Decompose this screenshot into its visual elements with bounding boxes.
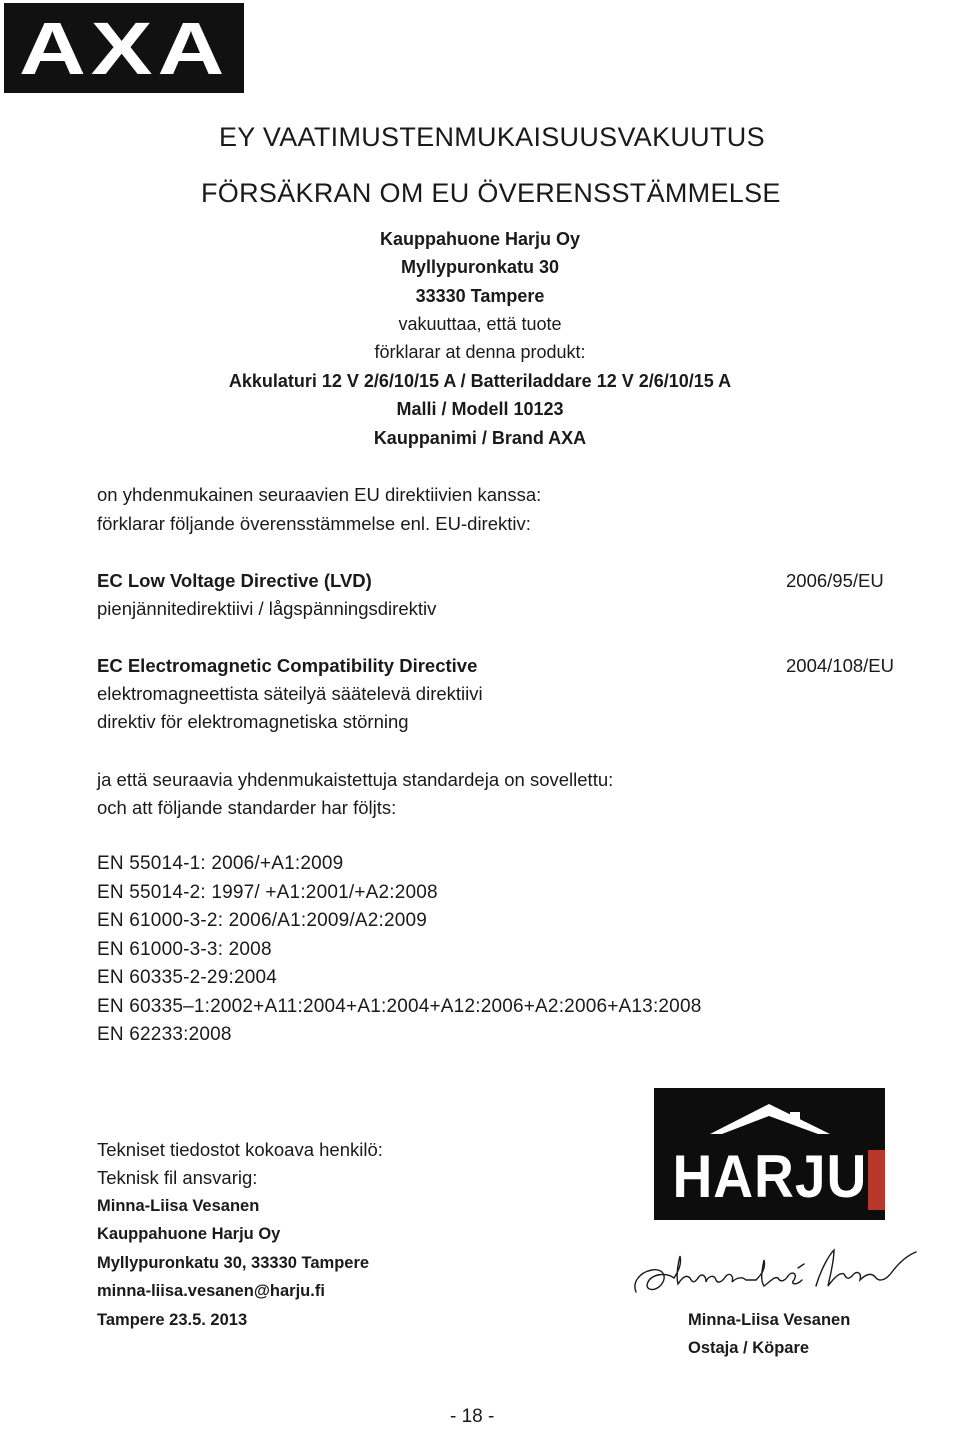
standard-item: EN 60335-2-29:2004 (97, 967, 278, 988)
standard-item: EN 60335–1:2002+A11:2004+A1:2004+A12:2006+A2:2006+A13:2008 (97, 996, 702, 1017)
conformity-sv: förklarar följande överensstämmelse enl. EU-direktiv: (97, 513, 531, 534)
harju-logo-text: HARJU (672, 1143, 867, 1210)
directive-code: 2004/108/EU (786, 655, 895, 676)
title-sv: FÖRSÄKRAN OM EU ÖVERENSSTÄMMELSE (201, 178, 781, 208)
signatory-name: Minna-Liisa Vesanen (688, 1311, 851, 1329)
standards-intro-fi: ja että seuraavia yhdenmukaistettuja standardeja on sovellettu: (97, 769, 614, 790)
standard-item: EN 61000-3-3: 2008 (97, 939, 272, 960)
product-brand: Kauppanimi / Brand AXA (373, 428, 587, 448)
tech-file-email: minna-liisa.vesanen@harju.fi (97, 1282, 325, 1300)
standard-item: EN 55014-2: 1997/ +A1:2001/+A2:2008 (97, 882, 438, 903)
harju-accent-bar (868, 1150, 885, 1210)
company-name: Kauppahuone Harju Oy (379, 229, 581, 249)
title-fi: EY VAATIMUSTENMUKAISUUSVAKUUTUS (219, 122, 765, 152)
declares-sv: förklarar at denna produkt: (374, 342, 586, 362)
axa-logo (4, 3, 244, 93)
tech-file-label-fi: Tekniset tiedostot kokoava henkilö: (97, 1139, 383, 1160)
product-model: Malli / Modell 10123 (396, 399, 564, 419)
declares-fi: vakuuttaa, että tuote (398, 314, 562, 334)
directive-title: EC Electromagnetic Compatibility Directive (97, 655, 478, 676)
directive-code: 2006/95/EU (786, 570, 884, 591)
signatory-role: Ostaja / Köpare (688, 1339, 810, 1357)
signature (630, 1242, 920, 1304)
standard-item: EN 62233:2008 (97, 1024, 232, 1045)
directive-description: elektromagneettista säteilyä säätelevä direktiivi (97, 683, 483, 704)
page-number: - 18 - (450, 1406, 495, 1427)
conformity-fi: on yhdenmukainen seuraavien EU direktiivien kanssa: (97, 484, 542, 505)
tech-file-person: Minna-Liisa Vesanen (97, 1197, 260, 1215)
axa-logo-text: AXA (18, 6, 230, 90)
standard-item: EN 55014-1: 2006/+A1:2009 (97, 853, 344, 874)
directive-description: pienjännitedirektiivi / lågspänningsdirektiv (97, 598, 437, 619)
tech-file-label-sv: Teknisk fil ansvarig: (97, 1167, 258, 1188)
company-city: 33330 Tampere (415, 286, 545, 306)
directive-title: EC Low Voltage Directive (LVD) (97, 570, 372, 591)
place-date: Tampere 23.5. 2013 (97, 1311, 248, 1329)
harju-logo (654, 1088, 885, 1220)
directive-description: direktiv för elektromagnetiska störning (97, 711, 409, 732)
standards-intro-sv: och att följande standarder har följts: (97, 797, 397, 818)
tech-file-company: Kauppahuone Harju Oy (97, 1225, 281, 1243)
company-street: Myllypuronkatu 30 (400, 257, 560, 277)
standard-item: EN 61000-3-2: 2006/A1:2009/A2:2009 (97, 910, 428, 931)
product-name: Akkulaturi 12 V 2/6/10/15 A / Batteriladdare 12 V 2/6/10/15 A (228, 371, 732, 391)
tech-file-address: Myllypuronkatu 30, 33330 Tampere (97, 1254, 370, 1272)
